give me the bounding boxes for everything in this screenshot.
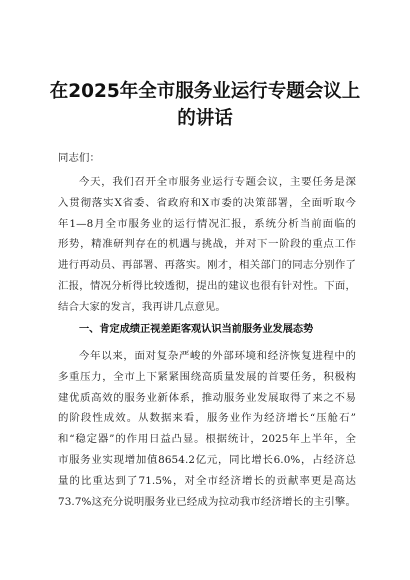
paragraph-line: 形势，精准研判存在的机遇与挑战，并对下一阶段的重点工作 (58, 238, 356, 251)
paragraph-section-one (58, 346, 356, 512)
paragraph-line: 入贯彻落实X省委、省政府和X市委的决策部署，全面听取今 (58, 196, 356, 209)
salutation: 同志们： (58, 152, 100, 164)
paragraph-line: 量的比重达到了71.5%，对全市经济增长的贡献率更是高达 (58, 474, 356, 487)
paragraph-opening (58, 172, 356, 318)
paragraph-line: 进行再动员、再部署、再落实。刚才，相关部门的同志分别作了 (58, 259, 356, 272)
section-heading: 一、肯定成绩正视差距客观认识当前服务业发展态势 (79, 324, 314, 335)
title-line-2: 的讲话 (177, 108, 233, 129)
paragraph-line: 今天，我们召开全市服务业运行专题会议，主要任务是深 (79, 176, 356, 188)
document-title (40, 78, 370, 132)
paragraph-line: 结合大家的发言，我再讲几点意见。 (58, 300, 226, 313)
paragraph-line: 多重压力，全市上下紧紧围绕高质量发展的首要任务，积极构 (58, 370, 356, 383)
paragraph-line: 建优质高效的服务业新体系，推动服务业发展取得了来之不易 (58, 391, 356, 404)
paragraph-line: 今年以来，面对复杂严峻的外部环境和经济恢复进程中的 (79, 350, 356, 362)
paragraph-line: 汇报，情况分析得比较透彻，提出的建议也很有针对性。下面， (58, 279, 356, 292)
paragraph-line: 73.7%这充分说明服务业已经成为拉动我市经济增长的主引擎。 (58, 495, 356, 508)
paragraph-line: 市服务业实现增加值8654.2亿元，同比增长6.0%，占经济总 (58, 453, 356, 466)
paragraph-line: 和“稳定器”的作用日益凸显。根据统计，2025年上半年，全 (58, 433, 356, 446)
paragraph-line: 的阶段性成效。从数据来看，服务业作为经济增长“压舱石” (58, 412, 356, 425)
title-line-1: 在2025年全市服务业运行专题会议上 (49, 81, 361, 102)
paragraph-line: 年1—8月全市服务业的运行情况汇报，系统分析当前面临的 (58, 217, 356, 230)
